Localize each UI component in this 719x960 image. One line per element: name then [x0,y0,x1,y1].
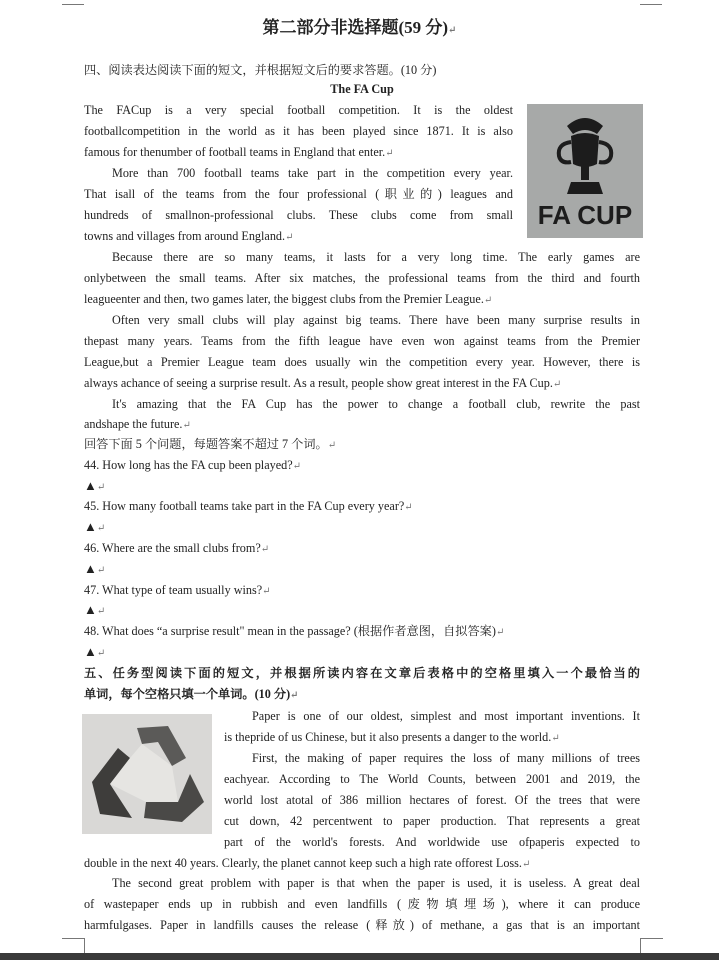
passage-line: Often very small clubs will play against big teams. There have been many surprise results in [112,313,640,327]
passage-line: More than 700 football teams take part in the competition every year. [112,166,513,180]
question-46: 46. Where are the small clubs from?↵ [84,541,270,555]
question-47: 47. What type of team usually wins?↵ [84,583,271,597]
page-title: 第二部分非选择题(59 分)↵ [262,18,457,37]
passage-line: Paper is one of our oldest, simplest and most important inventions. It [252,709,640,723]
passage-line: famous for thenumber of football teams in England that enter.↵ [84,145,394,159]
passage-line: That isall of the teams from the four professional (职业的) leagues and [84,187,513,201]
fa-cup-logo [527,104,643,238]
question-45: 45. How many football teams take part in the FA Cup every year?↵ [84,499,413,513]
question-44: 44. How long has the FA cup been played?↵ [84,458,301,472]
section4-instruction: 四、阅读表达阅读下面的短文，并根据短文后的要求答题。(10 分) [84,63,437,77]
passage-line: harmfulgases. Paper in landfills causes the release (释放) of methane, a gas that is an important [84,918,640,932]
passage-line: of wastepaper ends up in rubbish and even landfills (废物填埋场), where it can produce [84,897,640,911]
recycle-paper-image [82,714,212,834]
question-48: 48. What does “a surprise result" mean in the passage? (根据作者意图，自拟答案)↵ [84,624,505,638]
passage-line: double in the next 40 years. Clearly, the planet cannot keep such a high rate offorest Loss.↵ [84,856,531,870]
passage-line: onlybetween the small teams. After six matches, the professional teams from the third and fourth [84,271,640,285]
section5-instruction: 五、任务型阅读下面的短文，并根据所读内容在文章后表格中的空格里填入一个最恰当的 [84,666,640,680]
passage-line: thepast many years. Teams from the fifth league have even won against teams from the Premier [84,334,640,348]
passage-line: andshape the future.↵ [84,417,191,431]
passage-line: It's amazing that the FA Cup has the power to change a football club, rewrite the past [112,397,640,411]
answer-blank-icon[interactable]: ▲↵ [84,644,106,659]
passage-line: hundreds of smallnon-professional clubs. These clubs come from small [84,208,513,222]
crop-mark [62,938,85,954]
section5-instruction: 单词，每个空格只填一个单词。(10 分)↵ [84,687,299,701]
passage-line: towns and villages from around England.↵ [84,229,294,243]
passage-line: Because there are so many teams, it lasts for a very long time. The early games are [112,250,640,264]
passage-line: always achance of seeing a surprise result. As a result, people show great interest in the FA Cup.↵ [84,376,562,390]
passage-line: leagueenter and then, two games later, the biggest clubs from the Premier League.↵ [84,292,493,306]
passage-line: footballcompetition in the world as it has been played since 1871. It is also [84,124,513,138]
answer-blank-icon[interactable]: ▲↵ [84,519,106,534]
passage-line: The second great problem with paper is that when the paper is used, it is useless. A great deal [112,876,640,890]
crop-mark [62,0,84,5]
answer-blank-icon[interactable]: ▲↵ [84,478,106,493]
window-bottom-edge [0,953,719,960]
article-title: The FA Cup [330,82,394,96]
passage-line: League,but a Premier League team does usually win the competition every year. However, there is [84,355,640,369]
crop-mark [640,938,663,954]
crop-mark [640,0,662,5]
passage-line: eachyear. According to The World Counts, between 2001 and 2019, the [224,772,640,786]
answer-blank-icon[interactable]: ▲↵ [84,561,106,576]
passage-line: cut down, 42 percentwent to paper production. That represents a great [224,814,640,828]
passage-line: First, the making of paper requires the loss of many millions of trees [252,751,640,765]
passage-line: is thepride of us Chinese, but it also presents a danger to the world.↵ [224,730,560,744]
questions-intro: 回答下面 5 个问题，每题答案不超过 7 个词。↵ [84,437,337,451]
passage-line: The FACup is a very special football competition. It is the oldest [84,103,513,117]
fa-cup-trophy-icon [527,104,643,238]
answer-blank-icon[interactable]: ▲↵ [84,602,106,617]
recycle-icon [82,714,212,834]
svg-text:FA CUP: FA CUP [537,200,633,230]
passage-line: part of the world's forests. And worldwide use ofpaperis expected to [224,835,640,849]
passage-line: world lost atotal of 386 million hectares of forest. Of the trees that were [224,793,640,807]
